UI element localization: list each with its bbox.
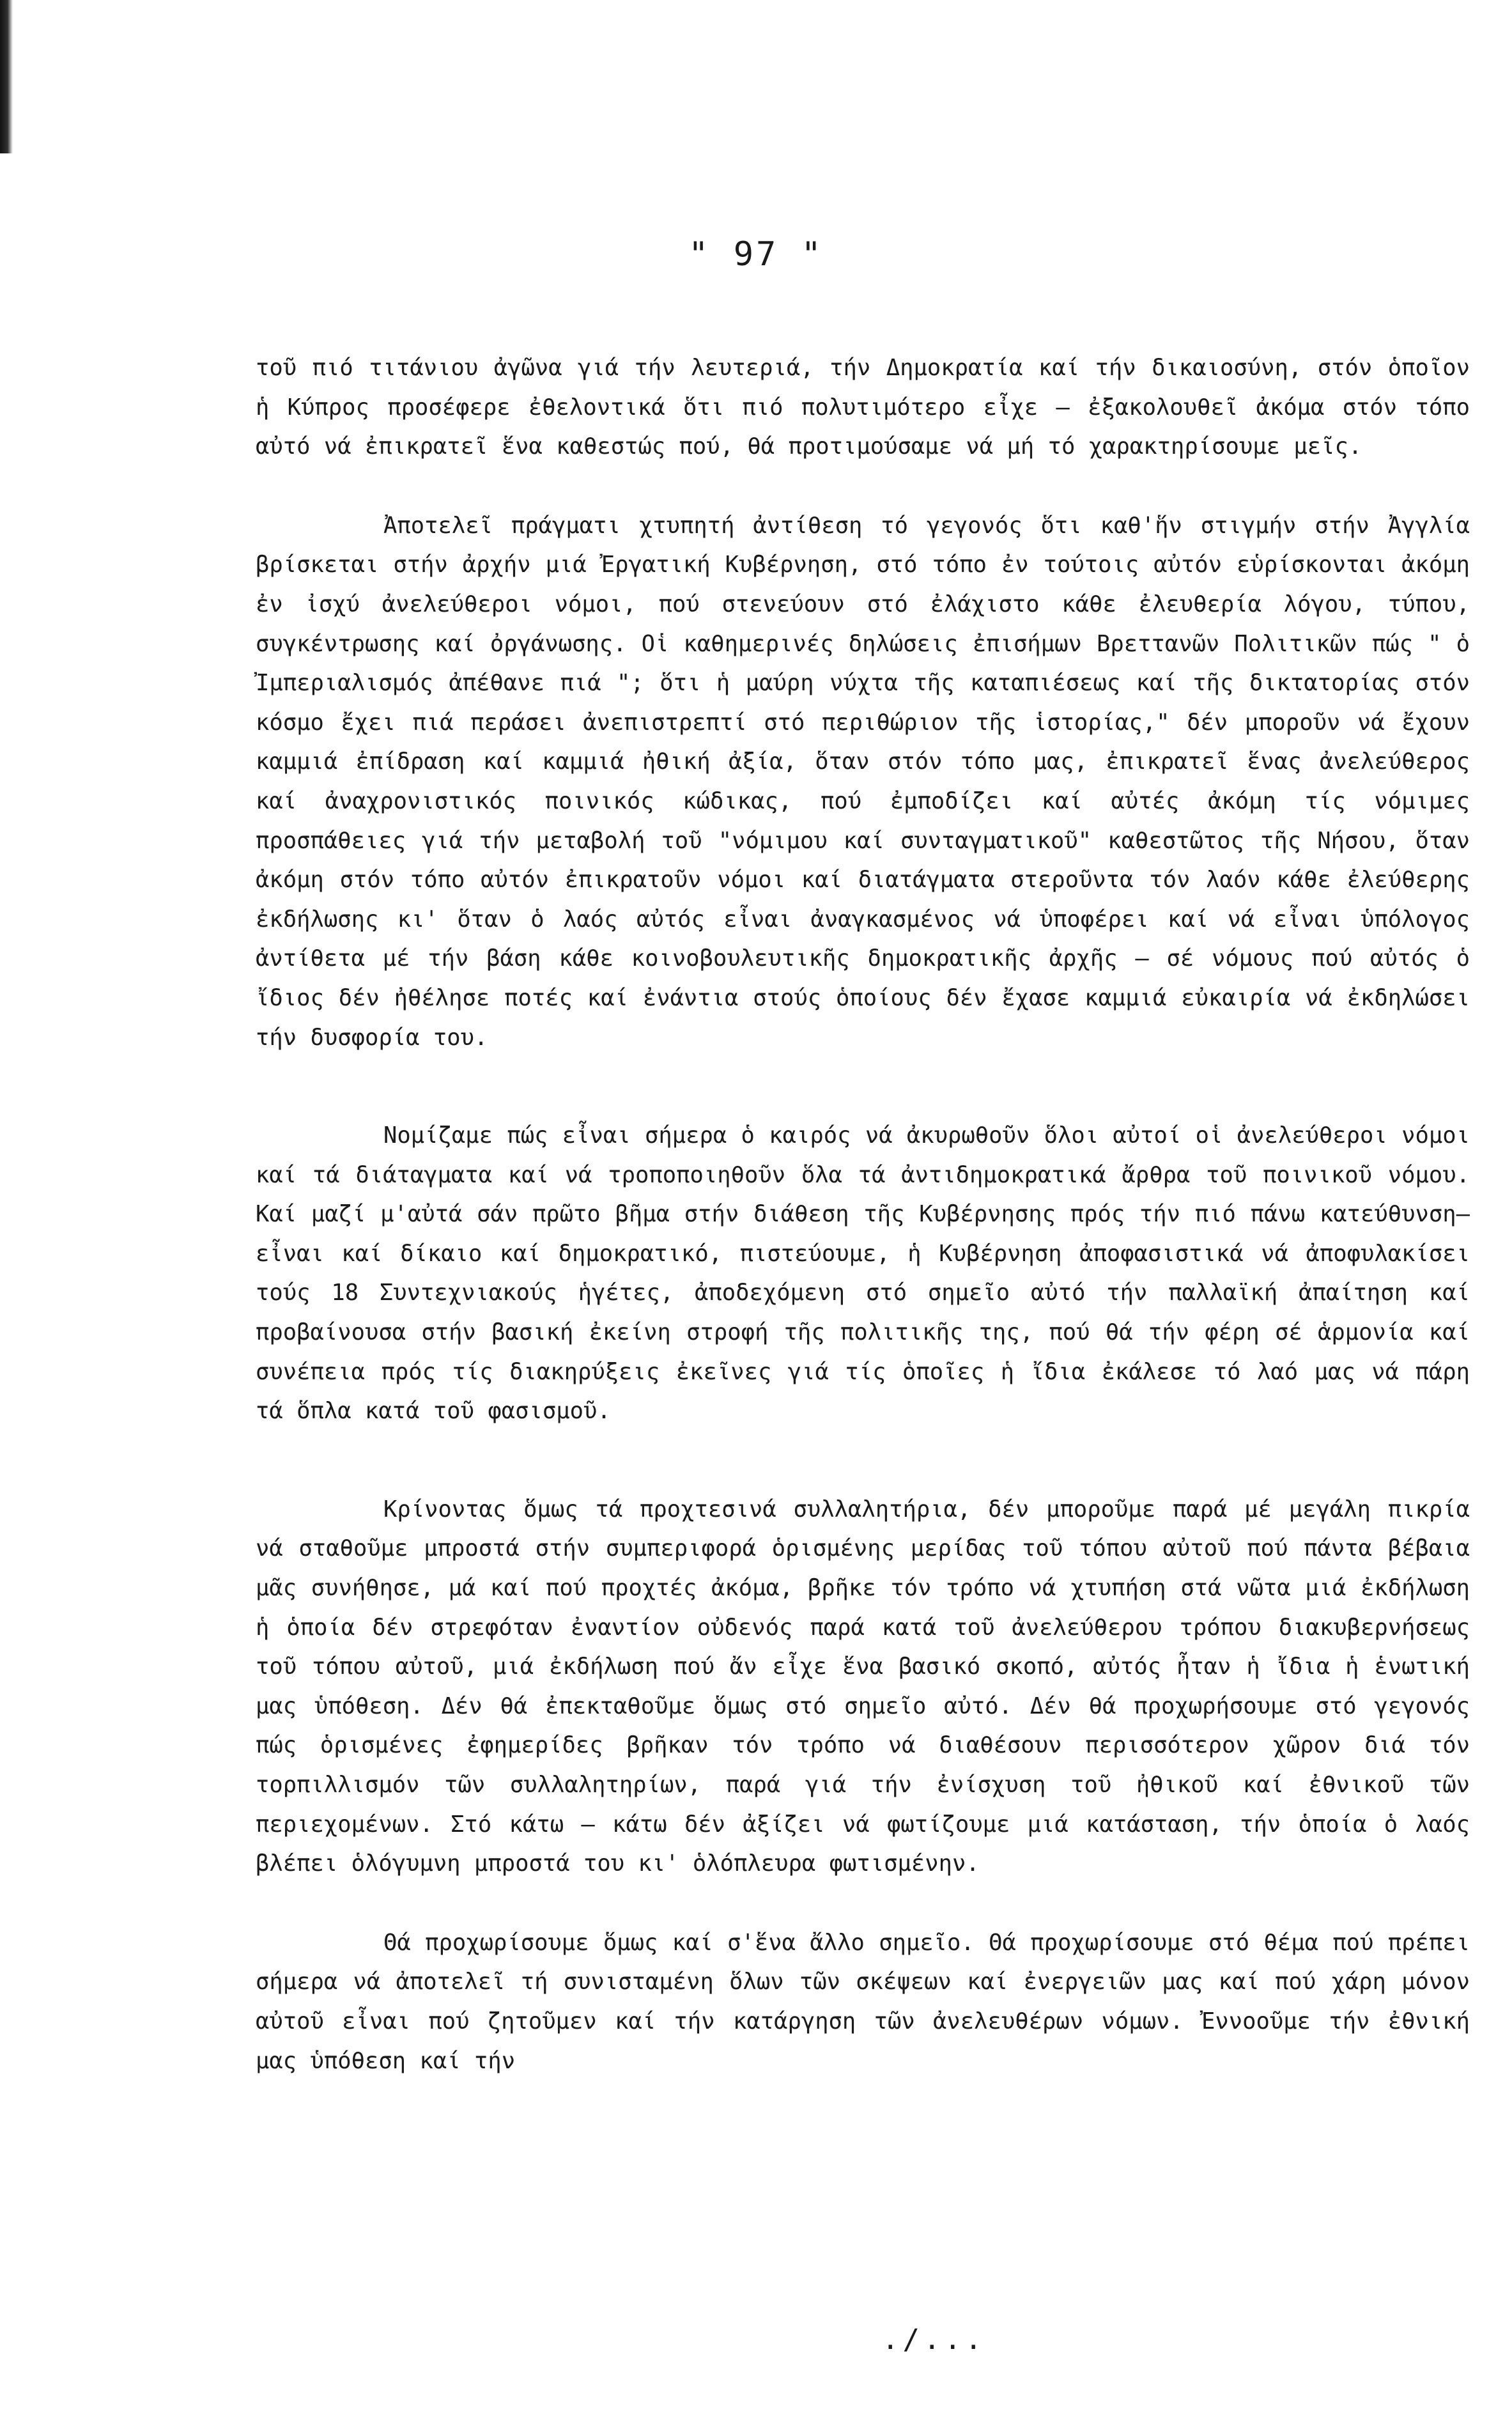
scanned-page-edge bbox=[0, 0, 13, 153]
paragraph: Νομίζαμε πώς εἶναι σήμερα ὁ καιρός νά ἀκυρωθοῦν ὅλοι αὐτοί οἱ ἀνελεύθεροι νόμοι καί τά διάταγματα καί νά τροποποιηθοῦν ὅλα τά ἀντιδημοκρατικά ἄρθρα τοῦ ποινικοῦ νόμου. Καί μαζί μ'αὐτά σάν πρῶτο βῆμα στήν διάθεση τῆς Κυβέρνησης πρός τήν πιό πάνω κατεύθυνση–εἶναι καί δίκαιο καί δημοκρατικό, πιστεύουμε, ἡ Κυβέρνηση ἀποφασιστικά νά ἀποφυλακίσει τούς 18 Συντεχνιακούς ἡγέτες, ἀποδεχόμενη στό σημεῖο αὐτό τήν παλλαϊκή ἀπαίτηση καί προβαίνουσα στήν βασική ἐκείνη στροφή τῆς πολιτικῆς της, πού θά τήν φέρη σέ ἁρμονία καί συνέπεια πρός τίς διακηρύξεις ἐκεῖνες γιά τίς ὁποῖες ἡ ἴδια ἐκάλεσε τό λαό μας νά πάρη τά ὅπλα κατά τοῦ φασισμοῦ. bbox=[256, 1122, 1470, 1425]
paragraph: Θά προχωρίσουμε ὅμως καί σ'ἕνα ἄλλο σημεῖο. Θά προχωρίσουμε στό θέμα πού πρέπει σήμερα νά ἀποτελεῖ τή συνισταμένη ὅλων τῶν σκέψεων καί ἐνεργειῶν μας καί πού χάρη μόνον αὐτοῦ εἶναι πού ζητοῦμεν καί τήν κατάργηση τῶν ἀνελευθέρων νόμων. Ἐννοοῦμε τήν ἐθνική μας ὑπόθεση καί τήν bbox=[256, 1929, 1470, 2074]
document-body bbox=[256, 348, 1470, 2080]
continuation-mark: ./... bbox=[882, 2323, 986, 2356]
paragraph: τοῦ πιό τιτάνιου ἀγῶνα γιά τήν λευτεριά, τήν Δημοκρατία καί τήν δικαιοσύνη, στόν ὁποῖον ἡ Κύπρος προσέφερε ἐθελοντικά ὅτι πιό πολυτιμότερο εἶχε – ἐξακολουθεῖ ἀκόμα στόν τόπο αὐτό νά ἐπικρατεῖ ἕνα καθεστώς πού, θά προτιμούσαμε νά μή τό χαρακτηρίσουμε μεῖς. bbox=[256, 355, 1470, 460]
page-number: " 97 " bbox=[688, 235, 824, 274]
paragraph: Κρίνοντας ὅμως τά προχτεσινά συλλαλητήρια, δέν μποροῦμε παρά μέ μεγάλη πικρία νά σταθοῦμε μπροστά στήν συμπεριφορά ὁρισμένης μερίδας τοῦ τόπου αὐτοῦ πού πάντα βέβαια μᾶς συνήθησε, μά καί πού προχτές ἀκόμα, βρῆκε τόν τρόπο νά χτυπήση στά νῶτα μιά ἐκδήλωση ἡ ὁποία δέν στρεφόταν ἐναντίον οὐδενός παρά κατά τοῦ ἀνελεύθερου τρόπου διακυβερνήσεως τοῦ τόπου αὐτοῦ, μιά ἐκδήλωση πού ἄν εἶχε ἕνα βασικό σκοπό, αὐτός ἦταν ἡ ἴδια ἡ ἑνωτική μας ὑπόθεση. Δέν θά ἐπεκταθοῦμε ὅμως στό σημεῖο αὐτό. Δέν θά προχωρήσουμε στό γεγονός πώς ὁρισμένες ἐφημερίδες βρῆκαν τόν τρόπο νά διαθέσουν περισσότερον χῶρον διά τόν τορπιλλισμόν τῶν συλλαλητηρίων, παρά γιά τήν ἐνίσχυση τοῦ ἠθικοῦ καί ἐθνικοῦ τῶν περιεχομένων. Στό κάτω – κάτω δέν ἀξίζει νά φωτίζουμε μιά κατάσταση, τήν ὁποία ὁ λαός βλέπει ὁλόγυμνη μπροστά του κι' ὁλόπλευρα φωτισμένην. bbox=[256, 1496, 1470, 1877]
paragraph: Ἀποτελεῖ πράγματι χτυπητή ἀντίθεση τό γεγονός ὅτι καθ'ἥν στιγμήν στήν Ἀγγλία βρίσκεται στήν ἀρχήν μιά Ἐργατική Κυβέρνηση, στό τόπο ἐν τούτοις αὐτόν εὑρίσκονται ἀκόμη ἐν ἰσχύ ἀνελεύθεροι νόμοι, πού στενεύουν στό ἐλάχιστο κάθε ἐλευθερία λόγου, τύπου, συγκέντρωσης καί ὀργάνωσης. Οἱ καθημερινές δηλώσεις ἐπισήμων Βρεττανῶν Πολιτικῶν πώς " ὁ Ἰμπεριαλισμός ἀπέθανε πιά "; ὅτι ἡ μαύρη νύχτα τῆς καταπιέσεως καί τῆς δικτατορίας στόν κόσμο ἔχει πιά περάσει ἀνεπιστρεπτί στό περιθώριον τῆς ἱστορίας," δέν μποροῦν νά ἔχουν καμμιά ἐπίδραση καί καμμιά ἠθική ἀξία, ὅταν στόν τόπο μας, ἐπικρατεῖ ἕνας ἀνελεύθερος καί ἀναχρονιστικός ποινικός κώδικας, πού ἐμποδίζει καί αὐτές ἀκόμη τίς νόμιμες προσπάθειες γιά τήν μεταβολή τοῦ "νόμιμου καί συνταγματικοῦ" καθεστῶτος τῆς Νήσου, ὅταν ἀκόμη στόν τόπο αὐτόν ἐπικρατοῦν νόμοι καί διατάγματα στεροῦντα τόν λαόν κάθε ἐλεύθερης ἐκδήλωσης κι' ὅταν ὁ λαός αὐτός εἶναι ἀναγκασμένος νά ὑποφέρει καί νά εἶναι ὑπόλογος ἀντίθετα μέ τήν βάση κάθε κοινοβουλευτικῆς δημοκρατικῆς ἀρχῆς – σέ νόμους πού αὐτός ὁ ἴδιος δέν ἠθέλησε ποτές καί ἐνάντια στούς ὁποίους δέν ἔχασε καμμιά εὐκαιρία νά ἐκδηλώσει τήν δυσφορία του. bbox=[256, 512, 1470, 1051]
